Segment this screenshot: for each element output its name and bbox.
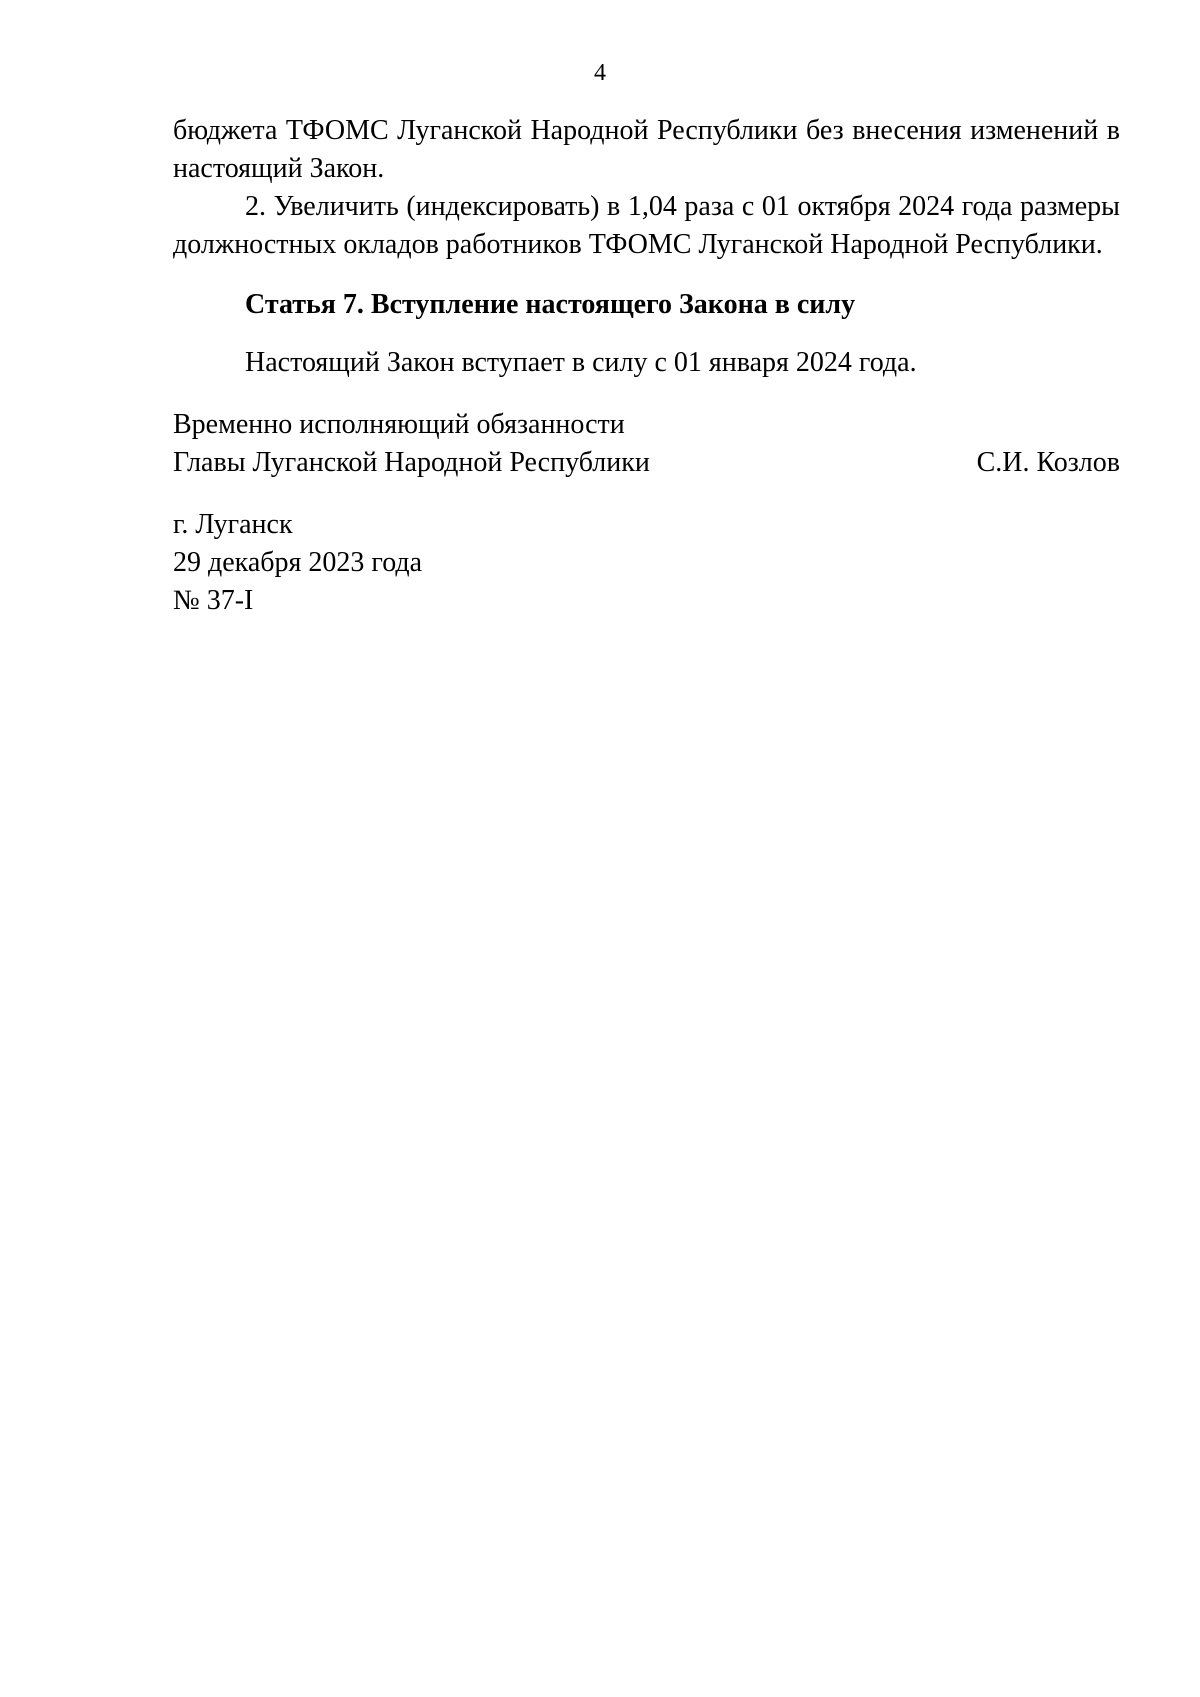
paragraph-budget-continuation: бюджета ТФОМС Луганской Народной Республики без внесения изменений в настоящий Закон.: [173, 115, 1120, 184]
issuance-block: [173, 506, 1120, 620]
law-number: № 37-I: [173, 585, 254, 616]
signatory-title-line-2: Главы Луганской Народной Республики: [173, 447, 650, 478]
document-body: [173, 112, 1120, 620]
issuance-place: г. Луганск: [173, 509, 293, 540]
signatory-title-line-1: Временно исполняющий обязанности: [173, 409, 625, 440]
signature-block: [173, 406, 1120, 482]
article-7-text: Настоящий Закон вступает в силу с 01 января 2024 года.: [245, 347, 917, 378]
article-7-heading: Статья 7. Вступление настоящего Закона в силу: [245, 289, 856, 320]
paragraph-salary-indexation: 2. Увеличить (индексировать) в 1,04 раза с 01 октября 2024 года размеры должностных окладов работников ТФОМС Луганской Народной Республики.: [173, 191, 1120, 260]
signatory-row: [173, 444, 1120, 482]
issuance-date: 29 декабря 2023 года: [173, 547, 423, 578]
signatory-name: С.И. Козлов: [976, 447, 1120, 478]
page-number: 4: [594, 60, 606, 86]
